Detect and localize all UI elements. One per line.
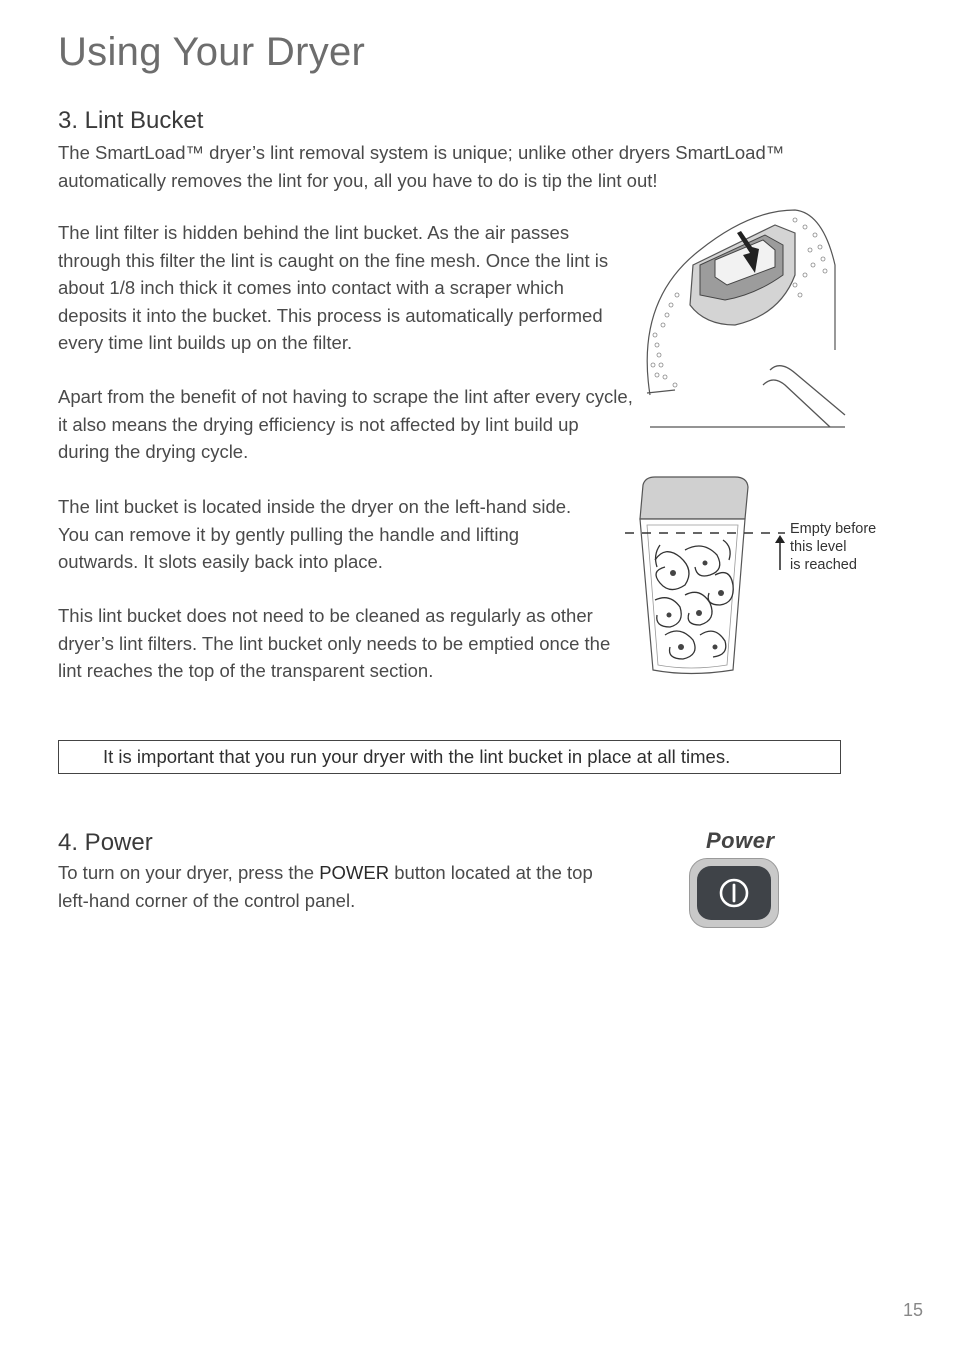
power-button[interactable] [689, 858, 779, 928]
lint-location-paragraph: The lint bucket is located inside the dryer on the left-hand side. You can remove it by gently pulling the handle and lifting outwards. It slots easily back into place. [58, 496, 572, 572]
power-button-label: Power [706, 828, 775, 853]
dryer-lint-bucket-illustration [645, 205, 850, 430]
empty-level-label-line-2: this level [790, 539, 847, 555]
lint-filter-paragraph: The lint filter is hidden behind the lint bucket. As the air passes through this filter the lint is caught on the fine mesh. Once the lint is about 1/8 inch thick it comes into contact with a scraper which deposits it into the bucket. This process is automatically performed every time lint builds up on the filter. [58, 222, 609, 353]
page-title: Using Your Dryer [58, 30, 366, 74]
power-icon [717, 876, 751, 910]
empty-level-label-line-3: is reached [790, 557, 857, 573]
lint-intro-paragraph: The SmartLoad™ dryer’s lint removal system is unique; unlike other dryers SmartLoad™ automatically removes the lint for you, all you have to do is tip the lint out! [58, 142, 785, 191]
lint-benefit-paragraph: Apart from the benefit of not having to scrape the lint after every cycle, it also means the drying efficiency is not affected by lint build up during the drying cycle. [58, 386, 633, 462]
power-text-highlight: POWER [319, 862, 390, 883]
lint-cleaning-paragraph: This lint bucket does not need to be cleaned as regularly as other dryer’s lint filters. The lint bucket only needs to be emptied once the lint reaches the top of the transparent section. [58, 605, 611, 681]
lint-bucket-illustration [625, 475, 790, 680]
page-number: 15 [902, 1300, 923, 1320]
important-notice-text: It is important that you run your dryer with the lint bucket in place at all times. [103, 746, 731, 767]
empty-level-label-line-1: Empty before [790, 521, 877, 537]
power-text-after: button located at the top left-hand corner of the control panel. [58, 862, 593, 911]
power-paragraph [58, 859, 628, 914]
power-button-face[interactable] [697, 866, 771, 920]
power-text-before: To turn on your dryer, press the [58, 862, 320, 883]
important-notice [58, 740, 841, 774]
lint-bucket-heading: 3. Lint Bucket [58, 107, 204, 134]
power-heading: 4. Power [58, 829, 153, 856]
empty-level-label [790, 520, 900, 574]
